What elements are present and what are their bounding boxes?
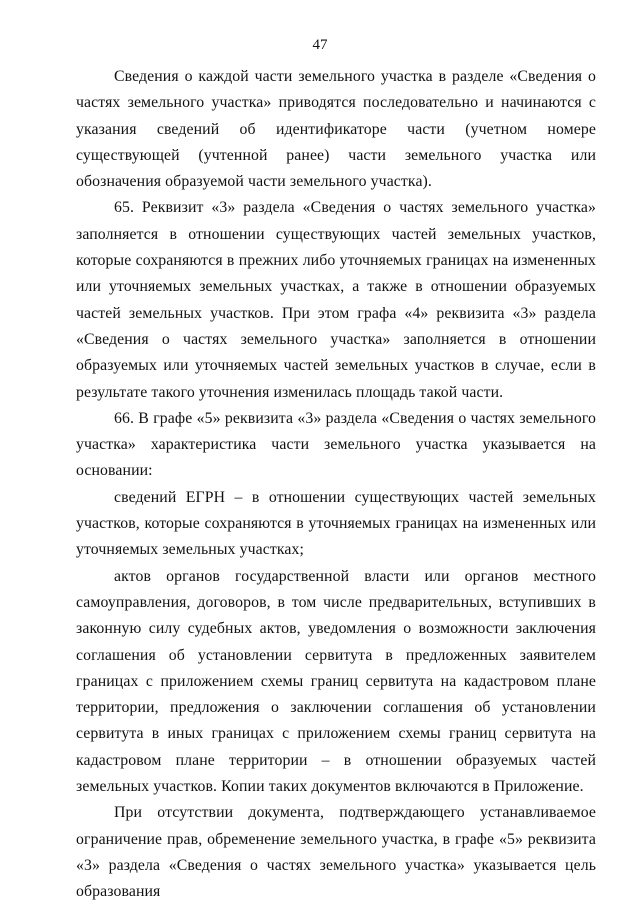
paragraph: 66. В графе «5» реквизита «3» раздела «Сведения о частях земельного участка» характеристика части земельного участка указывается на основании: bbox=[76, 409, 596, 480]
page-number: 47 bbox=[312, 37, 328, 53]
paragraph: При отсутствии документа, подтверждающего устанавливаемое ограничение прав, обременение земельного участка, в графе «5» реквизита «3» раздела «Сведения о частях земельного участка» указывается цель образования bbox=[76, 804, 596, 901]
paragraph: Сведения о каждой части земельного участка в разделе «Сведения о частях земельного участка» приводятся последовательно и начинаются с указания сведений об идентификаторе части (учетном номере существующей (учтенной ранее) части земельного участка или обозначения образуемой части земельного участка). bbox=[76, 68, 596, 191]
paragraph: актов органов государственной власти или органов местного самоуправления, договоров, в том числе предварительных, вступивших в законную силу судебных актов, уведомления о возможности заключения соглашения об установлении сервитута в предложенных заявителем границах с приложением схемы границ сервитута на кадастровом плане территории, предложения о заключении соглашения об установлении сервитута в иных границах с приложением схемы границ сервитута на кадастровом плане территории – в отношении образуемых частей земельных участков. Копии таких документов включаются в Приложение. bbox=[76, 567, 596, 796]
paragraph: 65. Реквизит «3» раздела «Сведения о частях земельного участка» заполняется в отношении существующих частей земельных участков, которые сохраняются в прежних либо уточняемых границах на измененных или уточняемых земельных участках, а также в отношении образуемых частей земельных участков. При этом графа «4» реквизита «3» раздела «Сведения о частях земельного участка» заполняется в отношении образуемых или уточняемых частей земельных участков в случае, если в результате такого уточнения изменилась площадь такой части. bbox=[76, 199, 596, 401]
document-body bbox=[76, 64, 596, 906]
paragraph: сведений ЕГРН – в отношении существующих частей земельных участков, которые сохраняются в уточняемых границах на измененных или уточняемых земельных участках; bbox=[76, 488, 596, 559]
